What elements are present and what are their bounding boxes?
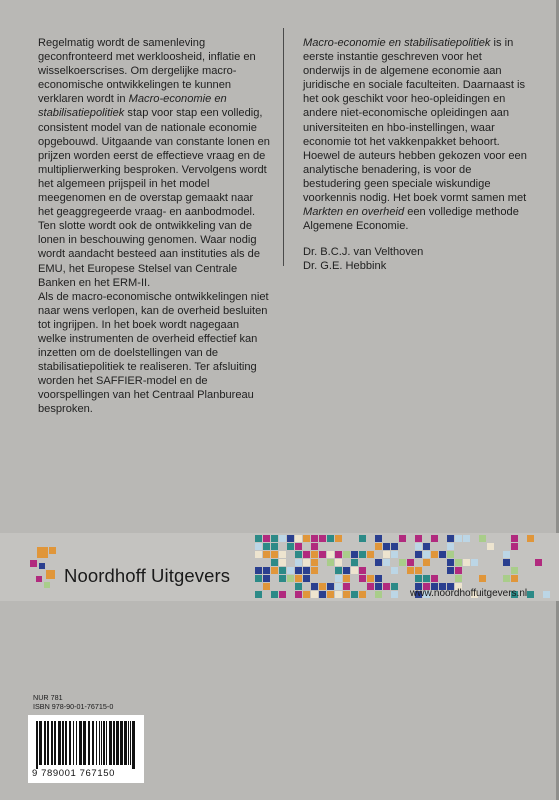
mosaic-square [423,543,430,550]
mosaic-square [271,567,278,574]
mosaic-square [335,559,342,566]
barcode-bar [99,721,100,765]
authors-block [303,245,527,273]
mosaic-square [383,543,390,550]
mosaic-square [375,559,382,566]
barcode-bar [116,721,119,765]
mosaic-square [431,575,438,582]
description-left-column [38,36,270,417]
barcode-bar [128,721,129,765]
mosaic-square [287,535,294,542]
barcode-bar [83,721,86,765]
barcode-bar [76,721,77,765]
mosaic-square [463,535,470,542]
mosaic-square [287,567,294,574]
mosaic-square [359,535,366,542]
mosaic-square [335,575,342,582]
mosaic-square [391,567,398,574]
mosaic-square [263,567,270,574]
book-title-italic: Macro-economie en stabilisatiepolitiek [303,37,491,49]
description-right-column [303,36,527,274]
mosaic-square [327,551,334,558]
mosaic-square [263,535,270,542]
barcode-bar [103,721,105,765]
mosaic-square [503,575,510,582]
barcode-label [28,715,144,783]
mosaic-square [295,559,302,566]
mosaic-square [359,591,366,598]
mosaic-square [295,591,302,598]
barcode-bar [36,721,38,769]
mosaic-square [391,543,398,550]
mosaic-square [375,591,382,598]
mosaic-square [511,567,518,574]
mosaic-square [423,575,430,582]
mosaic-square [327,535,334,542]
mosaic-square [263,551,270,558]
mosaic-square [383,559,390,566]
mosaic-square [503,551,510,558]
mosaic-square [407,567,414,574]
mosaic-square [351,567,358,574]
mosaic-square [455,535,462,542]
mosaic-square [343,575,350,582]
mosaic-square [471,559,478,566]
mosaic-square [255,591,262,598]
mosaic-square [367,551,374,558]
mosaic-square [463,559,470,566]
body-text: Regelmatig wordt de samenleving geconfronteerd met werkloosheid, inflatie en wisselkoerscrises. Om dergelijke macro-economische ontwikkelingen te kunnen verklaren wordt in [38,37,256,106]
mosaic-square [327,559,334,566]
body-text: is in eerste instantie geschreven voor het onderwijs in de algemene economie aan juridische en sociale faculteiten. Daarnaast is het ook geschikt voor heo-opleidingen en andere niet-economische opleidingen aan universiteiten en hbo-instellingen, waar economie tot het vakkenpakket behoort. Hoewel de auteurs hebben gekozen voor een analytische benadering, is voor de bestudering geen speciale wiskundige voorkennis nodig. Het boek vormt samen met [303,37,527,205]
mosaic-square [279,551,286,558]
mosaic-square [391,591,398,598]
mosaic-square [279,591,286,598]
mosaic-square [535,559,542,566]
mosaic-square [431,551,438,558]
mosaic-square [287,543,294,550]
barcode-bar [51,721,53,765]
mosaic-square [311,535,318,542]
mosaic-square [351,551,358,558]
mosaic-square [311,551,318,558]
mosaic-square [375,543,382,550]
barcode-bar [130,721,131,765]
mosaic-square [367,583,374,590]
mosaic-square [255,567,262,574]
mosaic-square [303,575,310,582]
mosaic-square [415,567,422,574]
mosaic-square [295,583,302,590]
mosaic-square [335,551,342,558]
barcode-bar [69,721,71,765]
mosaic-square [455,559,462,566]
barcode-bar [88,721,90,765]
mosaic-square [359,567,366,574]
mosaic-square [311,543,318,550]
mosaic-square [327,583,334,590]
mosaic-square [263,543,270,550]
barcode-bar [109,721,112,765]
mosaic-square [303,559,310,566]
mosaic-square [295,535,302,542]
barcode-bar [79,721,82,765]
mosaic-square [447,551,454,558]
nur-code: NUR 781 [33,693,63,702]
mosaic-square [423,551,430,558]
mosaic-square [295,551,302,558]
mosaic-square [487,543,494,550]
mosaic-square [303,535,310,542]
mosaic-square [319,551,326,558]
mosaic-square [279,567,286,574]
mosaic-square [415,575,422,582]
mosaic-square [431,535,438,542]
barcode-bar [124,721,127,765]
mosaic-square [527,591,534,598]
mosaic-square [271,551,278,558]
barcode-icon [36,721,136,769]
mosaic-square [359,575,366,582]
mosaic-square [335,535,342,542]
barcode-bar [54,721,56,765]
mosaic-square [391,583,398,590]
barcode-bar [92,721,94,765]
mosaic-square [271,591,278,598]
barcode-bar [39,721,42,765]
mosaic-square [447,567,454,574]
mosaic-square [335,583,342,590]
publisher-name: Noordhoff Uitgevers [64,565,231,586]
author-name: Dr. G.E. Hebbink [303,260,387,273]
mosaic-square [303,551,310,558]
mosaic-square [415,551,422,558]
mosaic-square [335,591,342,598]
mosaic-square [351,559,358,566]
mosaic-square [343,591,350,598]
mosaic-square [279,535,286,542]
mosaic-square [415,543,422,550]
mosaic-square [319,583,326,590]
mosaic-square [335,567,342,574]
mosaic-square [271,559,278,566]
mosaic-square [287,575,294,582]
mosaic-square [327,591,334,598]
author-name: Dr. B.C.J. van Velthoven [303,246,424,259]
mosaic-square [263,583,270,590]
barcode-bar [132,721,135,769]
mosaic-square [375,575,382,582]
body-text: een volledige methode Algemene Economie. [303,206,519,233]
body-text: Als de macro-economische ontwikkelingen niet naar wens verlopen, kan de overheid besluiten tot ingrijpen. In het boek wordt nagegaan welke instrumenten de overheid effectief kan inzetten om de doelstellingen van de stabilisatiepolitiek te realiseren. Ter afsluiting worden het SAFFIER-model en de voorspellingen van het Centraal Planbureau besproken. [38,290,269,416]
barcode-bar [62,721,64,765]
mosaic-square [383,583,390,590]
barcode-bar [65,721,67,765]
book-title-italic: Macro-economie en stabilisatiepolitiek [38,93,227,120]
mosaic-square [311,591,318,598]
barcode-bar [73,721,74,765]
mosaic-square [255,575,262,582]
mosaic-square [271,543,278,550]
mosaic-square [391,551,398,558]
mosaic-square [343,583,350,590]
mosaic-square [511,575,518,582]
barcode-bar [96,721,97,765]
mosaic-square [543,591,550,598]
mosaic-square [255,551,262,558]
barcode-digits: 9 789001 767150 [32,768,115,779]
column-divider [283,28,284,266]
mosaic-square [455,567,462,574]
mosaic-square [415,535,422,542]
mosaic-square [479,575,486,582]
description-paragraph [38,290,270,417]
body-text: stap voor stap een volledig, consistent model van de nationale economie opgebouwd. Uitgaande van constante lonen en prijzen worden eerst de effectieve vraag en de multiplierwerking besproken. Vervolgens wordt het algemeen prijspeil in het model meegenomen en de overstap gemaakt naar het geaggregeerde vraag- en aanbodmodel. Ten slotte wordt ook de ontwikkeling van de lonen in beschouwing genomen. Waar nodig wordt aandacht besteed aan instituties als de EMU, het Europese Stelsel van Centrale Banken en het ERM-II. [38,107,270,289]
description-paragraph [38,36,270,290]
mosaic-square [503,559,510,566]
mosaic-square [359,551,366,558]
mosaic-square [455,575,462,582]
mosaic-square [511,543,518,550]
mosaic-square [319,591,326,598]
mosaic-square [383,551,390,558]
mosaic-square [279,575,286,582]
barcode-bar [47,721,49,765]
mosaic-square [367,575,374,582]
mosaic-square [527,535,534,542]
mosaic-square [375,535,382,542]
barcode-bar [58,721,61,765]
target-audience-paragraph [303,36,527,233]
mosaic-square [343,551,350,558]
product-codes [33,693,113,711]
mosaic-square [303,567,310,574]
barcode-bar [101,721,102,765]
book-title-italic: Markten en overheid [303,206,405,219]
mosaic-square [295,543,302,550]
mosaic-square [279,559,286,566]
mosaic-square [399,535,406,542]
mosaic-square [511,535,518,542]
barcode-bar [113,721,115,765]
mosaic-square [263,575,270,582]
mosaic-square [303,591,310,598]
mosaic-square [311,559,318,566]
barcode-bar [44,721,46,765]
mosaic-square [407,559,414,566]
mosaic-square [375,583,382,590]
isbn-code: ISBN 978-90-01-76715-0 [33,702,114,711]
mosaic-square [351,591,358,598]
mosaic-square [343,567,350,574]
mosaic-square [399,559,406,566]
mosaic-square [255,535,262,542]
mosaic-square [295,567,302,574]
mosaic-square [447,535,454,542]
mosaic-square [255,543,262,550]
mosaic-square [479,535,486,542]
mosaic-square [439,551,446,558]
mosaic-square [271,535,278,542]
mosaic-square [423,559,430,566]
mosaic-square [295,575,302,582]
mosaic-square [447,543,454,550]
publisher-url: www.noordhoffuitgevers.nl [410,588,528,599]
barcode-bar [106,721,107,765]
mosaic-square [319,535,326,542]
mosaic-square [447,559,454,566]
barcode-bar [120,721,123,765]
mosaic-square [311,583,318,590]
mosaic-square [311,567,318,574]
